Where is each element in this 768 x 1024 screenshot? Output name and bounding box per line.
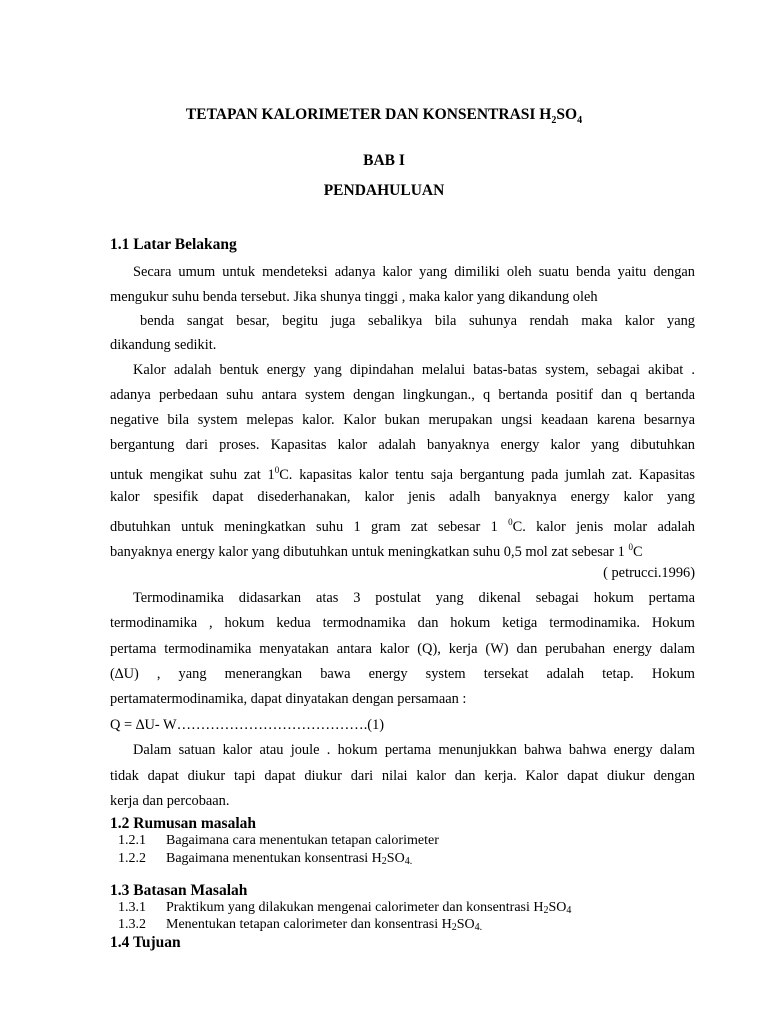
text-run: dbutuhkan untuk meningkatkan suhu 1 gram zat sebesar 1 xyxy=(110,518,509,535)
paragraph-line xyxy=(110,461,695,484)
text-run: C xyxy=(632,543,643,560)
paragraph-line: adanya perbedaan suhu antara system dengan lingkungan., q bertanda positif dan q bertanda xyxy=(110,387,695,403)
title-subscript-2: 2 xyxy=(551,115,557,127)
list-item: 1.3.1 Praktikum yang dilakukan mengenai calorimeter dan konsentrasi H2SO4 xyxy=(118,900,572,916)
document-title xyxy=(0,106,768,130)
paragraph-line: negative bila system melepas kalor. Kalor bukan merupakan ungsi keadaan karena besarnya xyxy=(110,412,695,428)
list-item-text: Bagaimana cara menentukan tetapan calorimeter xyxy=(166,833,439,848)
chapter-title: PENDAHULUAN xyxy=(323,182,445,199)
list-item-number: 1.3.2 xyxy=(118,917,146,932)
list-item: 1.3.2 Menentukan tetapan calorimeter dan konsentrasi H2SO4. xyxy=(118,917,483,933)
list-item-number: 1.2.1 xyxy=(118,833,146,848)
paragraph-line xyxy=(110,538,695,561)
paragraph-line: pertamatermodinamika, dapat dinyatakan dengan persamaan : xyxy=(110,691,467,707)
text-run: banyaknya energy kalor yang dibutuhkan untuk meningkatkan suhu 0,5 mol zat sebesar 1 xyxy=(110,543,629,560)
list-item-text: Bagaimana menentukan konsentrasi H xyxy=(166,851,382,866)
paragraph-line: Dalam satuan kalor atau joule . hokum pertama menunjukkan bahwa bahwa energy dalam xyxy=(133,742,695,758)
paragraph-line xyxy=(110,513,695,536)
paragraph-line: termodinamika , hokum kedua termodnamika dan hokum ketiga termodinamika. Hokum xyxy=(110,615,695,631)
paragraph-line: (∆U) , yang menerangkan bawa energy system tersekat adalah tetap. Hokum xyxy=(110,666,695,682)
paragraph-line: dikandung sedikit. xyxy=(110,337,217,353)
title-subscript-4: 4 xyxy=(577,115,583,127)
paragraph-line: Secara umum untuk mendeteksi adanya kalor yang dimiliki oleh suatu benda yaitu dengan xyxy=(133,264,695,280)
text-run: untuk mengikat suhu zat 1 xyxy=(110,466,275,483)
paragraph-line: bergantung dari proses. Kapasitas kalor adalah banyaknya energy kalor yang dibutuhkan xyxy=(110,437,695,453)
list-item-text: Menentukan tetapan calorimeter dan konsentrasi H xyxy=(166,917,452,932)
superscript-degree: 0 xyxy=(628,542,633,552)
text-run: C. kapasitas kalor tentu saja bergantung pada jumlah zat. Kapasitas xyxy=(279,466,696,483)
citation: ( petrucci.1996) xyxy=(603,565,695,581)
paragraph-line: Termodinamika didasarkan atas 3 postulat yang dikenal sebagai hokum pertama xyxy=(133,590,695,606)
title-text-so: SO xyxy=(556,106,578,123)
paragraph-line: Kalor adalah bentuk energy yang dipindahan melalui batas-batas system, sebagai akibat . xyxy=(133,362,695,378)
paragraph-line: tidak dapat diukur tapi dapat diukur dari nilai kalor dan kerja. Kalor dapat diukur dengan xyxy=(110,768,695,784)
section-heading-1-2: 1.2 Rumusan masalah xyxy=(110,815,256,832)
list-item-number: 1.2.2 xyxy=(118,851,146,866)
paragraph-line: mengukur suhu benda tersebut. Jika shunya tinggi , maka kalor yang dikandung oleh xyxy=(110,289,598,305)
superscript-degree: 0 xyxy=(508,517,513,527)
paragraph-line: benda sangat besar, begitu juga sebalikya bila suhunya rendah maka kalor yang xyxy=(140,313,695,329)
chapter-number: BAB I xyxy=(363,152,405,169)
list-item xyxy=(118,832,698,850)
paragraph-line: pertama termodinamika menyatakan antara kalor (Q), kerja (W) dan perubahan energy dalam xyxy=(110,641,695,657)
list-item-text: Praktikum yang dilakukan mengenai calorimeter dan konsentrasi H xyxy=(166,900,544,915)
list-item: 1.2.2 Bagaimana menentukan konsentrasi H2SO4. xyxy=(118,851,413,867)
section-heading-1-4: 1.4 Tujuan xyxy=(110,934,181,951)
text-run: C. kalor jenis molar adalah xyxy=(512,518,695,535)
section-heading-1-3: 1.3 Batasan Masalah xyxy=(110,882,248,899)
paragraph-line: kerja dan percobaan. xyxy=(110,793,230,809)
title-text: TETAPAN KALORIMETER DAN KONSENTRASI H xyxy=(185,106,552,123)
equation: Q = ∆U- W………………………………….(1) xyxy=(110,717,385,733)
list-item-number: 1.3.1 xyxy=(118,900,146,915)
paragraph-line: kalor spesifik dapat disederhanakan, kalor jenis adalh banyaknya energy kalor yang xyxy=(110,489,695,505)
superscript-degree: 0 xyxy=(274,465,280,475)
section-heading-1-1: 1.1 Latar Belakang xyxy=(110,236,237,253)
